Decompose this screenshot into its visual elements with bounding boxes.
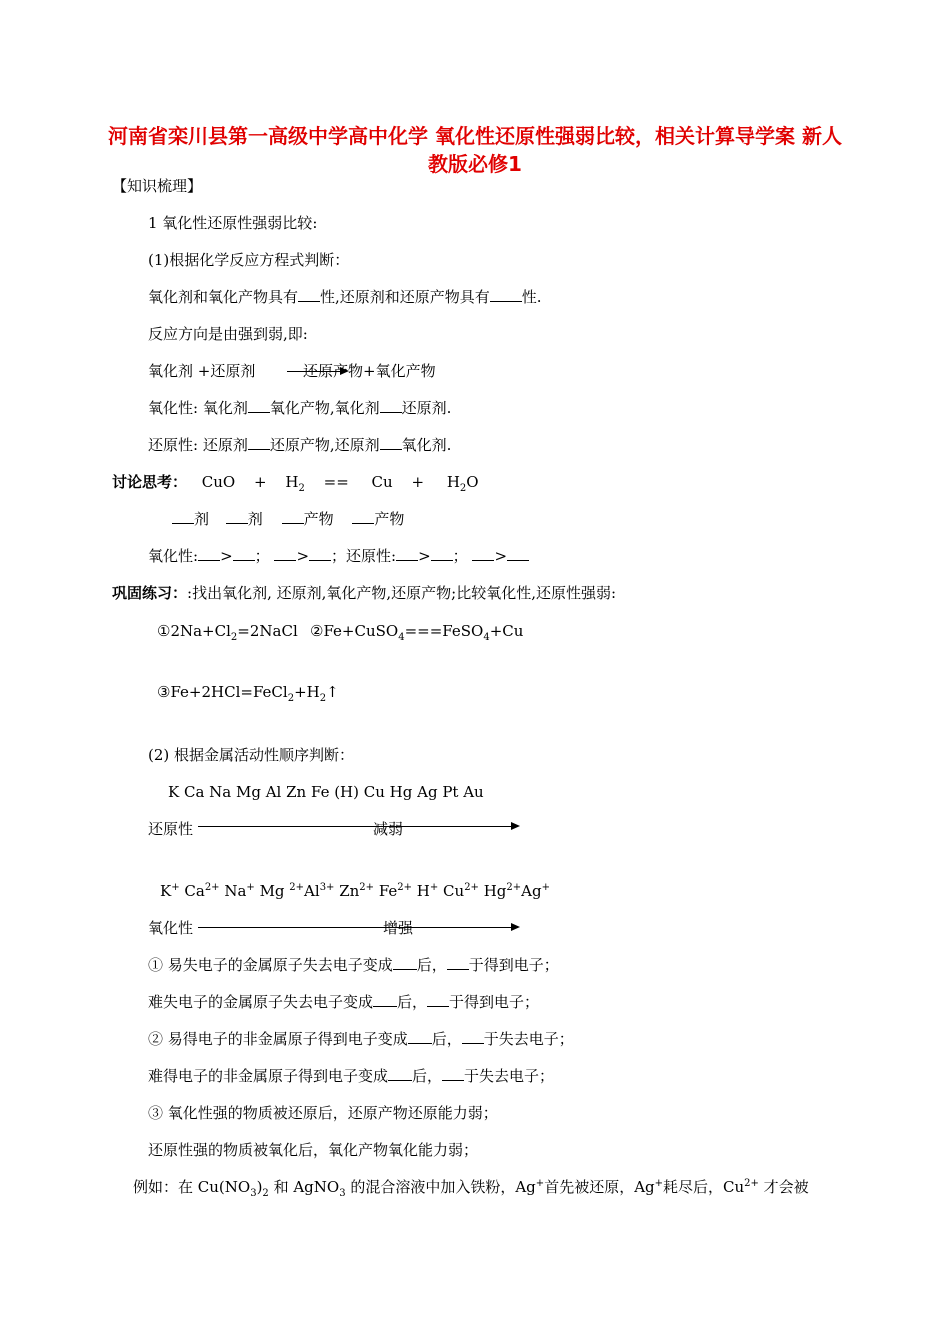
roles-line: 剂 剂 产物 产物: [172, 509, 404, 529]
answer-blank[interactable]: [431, 546, 453, 561]
answer-blank[interactable]: [388, 1066, 412, 1081]
answer-blank[interactable]: [396, 546, 418, 561]
answer-blank[interactable]: [226, 509, 248, 524]
strength-compare-line: 氧化性: > ； > ；还原性: > ； >: [148, 546, 529, 566]
ion: $Fe^{2+}$: [374, 882, 413, 900]
answer-blank[interactable]: [198, 546, 220, 561]
answer-blank[interactable]: [447, 955, 469, 970]
oxidizing-label: 氧化性: [148, 919, 194, 937]
answer-blank[interactable]: [248, 398, 270, 413]
document-title: 河南省栾川县第一高级中学高中化学 氧化性还原性强弱比较，相关计算导学案 新人教版必修1: [108, 124, 842, 176]
ion: $Hg^{2+}$: [478, 882, 522, 900]
equation-2: ②Fe+CuSO$_4$===FeSO$_4$+Cu: [310, 622, 524, 643]
answer-blank[interactable]: [172, 509, 194, 524]
section-heading: 【知识梳理】: [112, 177, 203, 195]
answer-blank[interactable]: [380, 435, 402, 450]
answer-blank[interactable]: [233, 546, 255, 561]
answer-blank[interactable]: [408, 1029, 432, 1044]
answer-blank[interactable]: [298, 287, 320, 302]
ion: $Cu^{2+}$: [438, 882, 479, 900]
reducing-compare-line: 还原性: 还原剂 还原产物,还原剂 氧化剂.: [148, 436, 452, 454]
answer-blank[interactable]: [490, 287, 522, 302]
answer-blank[interactable]: [462, 1029, 484, 1044]
answer-blank[interactable]: [309, 546, 331, 561]
answer-blank[interactable]: [274, 546, 296, 561]
equation-3: $③Fe+2HCl=FeCl_2+H_2↑$: [157, 683, 339, 704]
answer-blank[interactable]: [282, 509, 304, 524]
direction-line: 反应方向是由强到弱,即:: [148, 325, 308, 343]
answer-blank[interactable]: [352, 509, 374, 524]
rule-2b: 难得电子的非金属原子得到电子变成 后， 于失去电子；: [148, 1067, 555, 1085]
ion: Na+: [219, 882, 255, 900]
ion: $Ca^{2+}$: [179, 882, 220, 900]
answer-blank[interactable]: [472, 546, 494, 561]
example-line: 例如：在 $Cu(NO_3)_2$ 和 AgNO$_3$ 的混合溶液中加入铁粉，Ag+首先被还原，Ag+耗尽后，$Cu^{2+}$ 才会被: [133, 1178, 809, 1199]
rule-3a: ③ 氧化性强的物质被还原后，还原产物还原能力弱；: [148, 1104, 498, 1122]
ion: $Al^{3+}$: [304, 882, 335, 900]
discussion-equation: 讨论思考： CuO + $H_2 == Cu + H_2O$: [112, 473, 479, 494]
ion: $Zn^{2+}$: [334, 882, 375, 900]
practice-line: 巩固练习：:找出氧化剂, 还原剂,氧化产物,还原产物;比较氧化性,还原性强弱:: [112, 584, 617, 602]
ion: H+: [412, 882, 439, 900]
metal-activity-series: K Ca Na Mg Al Zn Fe (H) Cu Hg Ag Pt Au: [168, 783, 484, 801]
ion: Ag+: [521, 882, 550, 900]
subsection-1-title: (1)根据化学反应方程式判断：: [148, 251, 350, 269]
answer-blank[interactable]: [393, 955, 417, 970]
answer-blank[interactable]: [373, 992, 397, 1007]
oxidizing-compare-line: 氧化性: 氧化剂 氧化产物,氧化剂 还原剂.: [148, 399, 452, 417]
answer-blank[interactable]: [442, 1066, 464, 1081]
rule-1a: ① 易失电子的金属原子失去电子变成 后， 于得到电子；: [148, 956, 559, 974]
reaction-left: 氧化剂 +还原剂: [148, 362, 256, 380]
section-1-title: 1 氧化性还原性强弱比较:: [148, 214, 318, 232]
reaction-right: 还原产物+氧化产物: [303, 362, 436, 380]
ion: Mg $^{2+}$: [254, 882, 305, 900]
reducing-trend-label: 减弱: [373, 820, 404, 838]
answer-blank[interactable]: [507, 546, 529, 561]
reducing-label: 还原性: [148, 820, 194, 838]
ion-series: [160, 881, 550, 901]
subsection-2-title: (2) 根据金属活动性顺序判断：: [148, 746, 355, 764]
answer-blank[interactable]: [248, 435, 270, 450]
properties-line: 氧化剂和氧化产物具有 性,还原剂和还原产物具有 性.: [148, 288, 542, 306]
oxidizing-trend-label: 增强: [383, 919, 414, 937]
ion: K+: [160, 882, 180, 900]
answer-blank[interactable]: [427, 992, 449, 1007]
equation-1: $①2Na+Cl_2=2NaCl$: [157, 622, 298, 643]
answer-blank[interactable]: [380, 398, 402, 413]
oxidizing-trend-arrow: [198, 927, 518, 928]
rule-3b: 还原性强的物质被氧化后，氧化产物氧化能力弱；: [148, 1141, 479, 1159]
rule-2a: ② 易得电子的非金属原子得到电子变成 后， 于失去电子；: [148, 1030, 574, 1048]
reducing-trend-arrow: [198, 826, 518, 827]
rule-1b: 难失电子的金属原子失去电子变成 后， 于得到电子；: [148, 993, 540, 1011]
